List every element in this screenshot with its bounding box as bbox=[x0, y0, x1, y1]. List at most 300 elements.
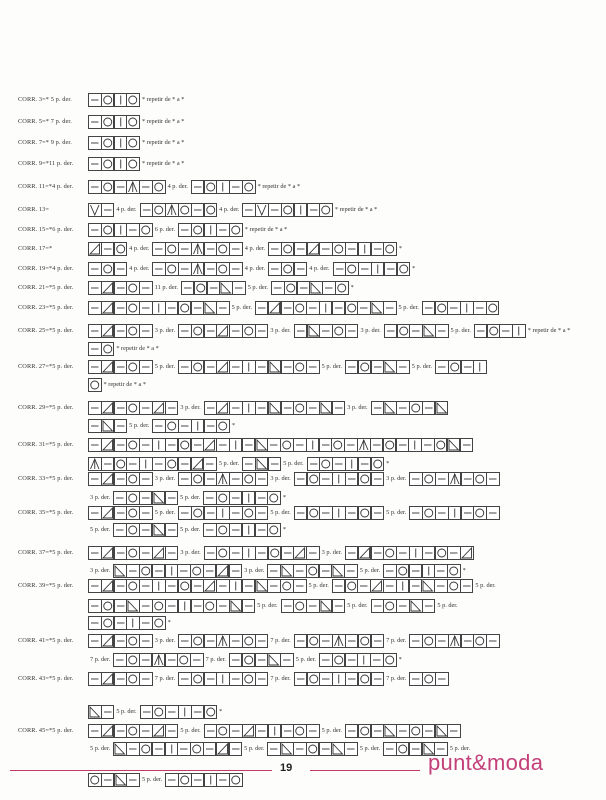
dash-symbol bbox=[255, 324, 269, 338]
yarn-over-symbol bbox=[126, 157, 140, 171]
dash-symbol bbox=[281, 599, 295, 613]
instruction-text: 5 p. der. bbox=[411, 363, 433, 370]
yarn-over-symbol bbox=[126, 401, 140, 415]
yarn-over-symbol bbox=[152, 616, 166, 630]
dash-symbol bbox=[435, 324, 449, 338]
dash-symbol bbox=[345, 472, 359, 486]
chart-row bbox=[18, 300, 499, 315]
instruction-text: 4 p. der. bbox=[116, 206, 137, 213]
left-decrease-symbol bbox=[203, 301, 217, 315]
right-decrease-symbol bbox=[191, 457, 205, 471]
dash-symbol bbox=[409, 579, 423, 593]
right-decrease-symbol bbox=[307, 242, 321, 256]
dash-symbol bbox=[294, 262, 308, 276]
yarn-over-symbol bbox=[242, 653, 256, 667]
dash-symbol bbox=[229, 506, 243, 520]
dash-symbol bbox=[344, 742, 358, 756]
dash-symbol bbox=[216, 223, 230, 237]
instruction-text: 5 p. der. bbox=[359, 745, 381, 752]
dash-symbol bbox=[203, 564, 217, 578]
dash-symbol bbox=[101, 705, 115, 719]
dash-symbol bbox=[204, 724, 218, 738]
dash-symbol bbox=[371, 724, 385, 738]
dash-symbol bbox=[434, 579, 448, 593]
yarn-over-symbol bbox=[307, 506, 321, 520]
yarn-over-symbol bbox=[165, 262, 179, 276]
dash-symbol bbox=[126, 564, 140, 578]
dash-symbol bbox=[255, 523, 269, 537]
double-decrease-symbol bbox=[191, 242, 205, 256]
yarn-over-symbol bbox=[358, 472, 372, 486]
dash-symbol bbox=[88, 634, 102, 648]
instruction-text: 7 p. der. bbox=[205, 656, 226, 663]
dash-symbol bbox=[114, 672, 128, 686]
yarn-over-symbol bbox=[165, 419, 179, 433]
dash-symbol bbox=[396, 360, 410, 374]
yarn-over-symbol bbox=[126, 472, 140, 486]
dash-symbol bbox=[293, 579, 307, 593]
knit-bar-symbol bbox=[242, 360, 256, 374]
right-decrease-symbol bbox=[152, 401, 166, 415]
yarn-over-symbol bbox=[242, 180, 256, 194]
symbol-group bbox=[88, 115, 140, 129]
row-label: CORR. 45=*5 p. der. bbox=[18, 727, 74, 734]
instruction-text: * bbox=[167, 619, 171, 626]
dash-symbol bbox=[191, 438, 205, 452]
yarn-over-symbol bbox=[242, 506, 256, 520]
chart-row bbox=[88, 377, 149, 392]
instruction-text: 7 p. der. bbox=[270, 675, 291, 682]
dash-symbol bbox=[181, 281, 195, 295]
yarn-over-symbol bbox=[229, 773, 243, 787]
instruction-text: 5 p. der. bbox=[398, 304, 419, 311]
yarn-over-symbol bbox=[281, 203, 295, 217]
dash-symbol bbox=[204, 419, 218, 433]
symbol-group bbox=[384, 324, 449, 338]
dash-symbol bbox=[371, 242, 385, 256]
instruction-text: * bbox=[231, 422, 236, 429]
dash-symbol bbox=[88, 546, 102, 560]
symbol-group bbox=[345, 724, 461, 738]
instruction-text: 3 p. der. bbox=[154, 475, 176, 482]
dash-symbol bbox=[152, 242, 166, 256]
yarn-over-symbol bbox=[126, 281, 140, 295]
knit-bar-symbol bbox=[448, 506, 462, 520]
dash-symbol bbox=[88, 360, 102, 374]
dash-symbol bbox=[267, 742, 281, 756]
knit-bar-symbol bbox=[332, 506, 346, 520]
instruction-text: 5 p. der. bbox=[257, 602, 278, 609]
dash-symbol bbox=[178, 419, 192, 433]
row-label: CORR. 39=*5 p. der. bbox=[18, 582, 74, 589]
yarn-over-symbol bbox=[383, 599, 397, 613]
left-decrease-symbol bbox=[435, 724, 449, 738]
yarn-over-symbol bbox=[216, 262, 230, 276]
instruction-text: 3 p. der. bbox=[154, 637, 176, 644]
yarn-over-symbol bbox=[216, 242, 230, 256]
dash-symbol bbox=[319, 506, 333, 520]
knit-bar-symbol bbox=[114, 223, 128, 237]
instruction-text: 5 p. der. bbox=[141, 776, 163, 783]
yarn-over-symbol bbox=[422, 506, 436, 520]
knit-bar-symbol bbox=[191, 419, 205, 433]
instruction-text: 5 p. der. bbox=[347, 602, 368, 609]
instruction-text: * bbox=[412, 265, 416, 272]
instruction-text: * repetir de * a * bbox=[141, 118, 185, 125]
right-decrease-symbol bbox=[358, 546, 372, 560]
dash-symbol bbox=[191, 705, 205, 719]
yarn-over-symbol bbox=[487, 324, 501, 338]
chart-row bbox=[18, 400, 448, 415]
chart-row bbox=[18, 156, 187, 171]
yarn-over-symbol bbox=[447, 579, 461, 593]
dash-symbol bbox=[294, 506, 308, 520]
instruction-text: 5 p. der. bbox=[308, 582, 329, 589]
dash-symbol bbox=[371, 634, 385, 648]
chart-row bbox=[88, 522, 289, 537]
dash-symbol bbox=[139, 472, 153, 486]
dash-symbol bbox=[229, 180, 243, 194]
yarn-over-symbol bbox=[422, 672, 436, 686]
symbol-group bbox=[409, 634, 499, 648]
instruction-text: 5 p. der. bbox=[386, 509, 407, 516]
symbol-group bbox=[204, 401, 346, 415]
instruction-text: 5 p. der. bbox=[90, 526, 111, 533]
symbol-group bbox=[152, 419, 230, 433]
dash-symbol bbox=[101, 203, 115, 217]
dash-symbol bbox=[319, 324, 333, 338]
dash-symbol bbox=[114, 506, 128, 520]
yarn-over-symbol bbox=[191, 506, 205, 520]
dash-symbol bbox=[242, 457, 256, 471]
yarn-over-symbol bbox=[473, 634, 487, 648]
dash-symbol bbox=[165, 401, 179, 415]
instruction-text: * repetir de * a * bbox=[116, 345, 159, 352]
dash-symbol bbox=[126, 223, 140, 237]
dash-symbol bbox=[191, 203, 205, 217]
dash-symbol bbox=[178, 506, 192, 520]
dash-symbol bbox=[114, 546, 128, 560]
yarn-over-symbol bbox=[358, 724, 372, 738]
yarn-over-symbol bbox=[139, 564, 153, 578]
left-decrease-symbol bbox=[421, 579, 435, 593]
instruction-text: 7 p. der. bbox=[90, 656, 111, 663]
row-label: CORR. 43=*5 p. der. bbox=[18, 675, 74, 682]
dash-symbol bbox=[139, 523, 153, 537]
right-decrease-symbol bbox=[203, 579, 217, 593]
chart-row bbox=[18, 437, 473, 452]
left-decrease-symbol bbox=[383, 724, 397, 738]
yarn-over-symbol bbox=[191, 634, 205, 648]
dash-symbol bbox=[281, 360, 295, 374]
instruction-text: 5 p. der. bbox=[180, 727, 201, 734]
dash-symbol bbox=[383, 742, 397, 756]
dash-symbol bbox=[216, 438, 230, 452]
left-decrease-symbol bbox=[280, 742, 294, 756]
dash-symbol bbox=[88, 223, 102, 237]
left-decrease-symbol bbox=[383, 360, 397, 374]
yarn-over-symbol bbox=[216, 419, 230, 433]
dash-symbol bbox=[384, 324, 398, 338]
yarn-over-symbol bbox=[101, 342, 115, 356]
dash-symbol bbox=[332, 457, 346, 471]
yarn-over-symbol bbox=[126, 506, 140, 520]
instruction-text: * bbox=[350, 284, 354, 291]
yarn-over-symbol bbox=[101, 157, 115, 171]
dash-symbol bbox=[344, 564, 358, 578]
right-decrease-symbol bbox=[101, 546, 115, 560]
chart-row bbox=[18, 241, 405, 256]
right-decrease-symbol bbox=[101, 324, 115, 338]
yarn-over-symbol bbox=[331, 438, 345, 452]
instruction-text: * repetir de * a * bbox=[244, 226, 288, 233]
yarn-over-symbol bbox=[216, 523, 230, 537]
dash-symbol bbox=[409, 564, 423, 578]
dash-symbol bbox=[203, 742, 217, 756]
dash-symbol bbox=[332, 301, 346, 315]
double-decrease-symbol bbox=[332, 634, 346, 648]
yarn-over-symbol bbox=[114, 457, 128, 471]
dash-symbol bbox=[319, 672, 333, 686]
symbol-group bbox=[88, 506, 153, 520]
knit-bar-symbol bbox=[114, 136, 128, 150]
dash-symbol bbox=[114, 472, 128, 486]
instruction-text: 5 p. der. bbox=[244, 745, 265, 752]
dash-symbol bbox=[306, 546, 320, 560]
yarn-over-symbol bbox=[101, 136, 115, 150]
yarn-over-symbol bbox=[397, 324, 411, 338]
symbol-group bbox=[88, 705, 114, 719]
right-decrease-symbol bbox=[216, 401, 230, 415]
dash-symbol bbox=[139, 401, 153, 415]
instruction-text: 3 p. der. bbox=[386, 475, 407, 482]
symbol-group bbox=[294, 324, 359, 338]
yarn-over-symbol bbox=[293, 301, 307, 315]
dash-symbol bbox=[203, 457, 217, 471]
dash-symbol bbox=[421, 438, 435, 452]
row-label: CORR. 5=* 7 p. der. bbox=[18, 118, 72, 125]
symbol-group bbox=[435, 360, 487, 374]
row-label: CORR. 23=*5 p. der. bbox=[18, 304, 74, 311]
dash-symbol bbox=[114, 634, 128, 648]
chart-row bbox=[88, 772, 243, 787]
symbol-group bbox=[88, 157, 140, 171]
row-label: CORR. 7=* 9 p. der. bbox=[18, 139, 72, 146]
yarn-over-symbol bbox=[280, 438, 294, 452]
dash-symbol bbox=[113, 523, 127, 537]
dash-symbol bbox=[255, 546, 269, 560]
yarn-over-symbol bbox=[307, 634, 321, 648]
dash-symbol bbox=[461, 472, 475, 486]
yarn-over-symbol bbox=[126, 634, 140, 648]
dash-symbol bbox=[178, 634, 192, 648]
dash-symbol bbox=[165, 599, 179, 613]
chart-row bbox=[18, 280, 357, 295]
knit-bar-symbol bbox=[216, 672, 230, 686]
dash-symbol bbox=[88, 157, 102, 171]
dash-symbol bbox=[422, 301, 436, 315]
knit-bar-symbol bbox=[242, 523, 256, 537]
symbol-group bbox=[294, 634, 384, 648]
knit-bar-symbol bbox=[460, 301, 474, 315]
symbol-group bbox=[294, 672, 384, 686]
dash-symbol bbox=[396, 599, 410, 613]
dash-symbol bbox=[191, 301, 205, 315]
symbol-group bbox=[191, 180, 256, 194]
dash-symbol bbox=[139, 180, 153, 194]
symbol-group bbox=[88, 472, 153, 486]
yarn-over-symbol bbox=[473, 472, 487, 486]
left-decrease-symbol bbox=[267, 653, 281, 667]
symbol-group bbox=[371, 599, 436, 613]
yarn-over-symbol bbox=[165, 242, 179, 256]
instruction-text: 5 p. der. bbox=[116, 708, 137, 715]
left-decrease-symbol bbox=[331, 564, 345, 578]
right-decrease-symbol bbox=[216, 360, 230, 374]
symbol-group bbox=[88, 773, 140, 787]
dash-symbol bbox=[255, 491, 269, 505]
yarn-over-symbol bbox=[126, 579, 140, 593]
dash-symbol bbox=[435, 472, 449, 486]
dash-symbol bbox=[139, 324, 153, 338]
dash-symbol bbox=[165, 546, 179, 560]
dash-symbol bbox=[165, 301, 179, 315]
dash-symbol bbox=[358, 457, 372, 471]
knit-bar-symbol bbox=[306, 438, 320, 452]
dash-symbol bbox=[447, 546, 461, 560]
yarn-over-symbol bbox=[191, 223, 205, 237]
page-number: 19 bbox=[280, 762, 293, 774]
chart-row bbox=[18, 671, 449, 686]
yarn-over-symbol bbox=[435, 546, 449, 560]
dash-symbol bbox=[229, 564, 243, 578]
right-decrease-symbol bbox=[101, 301, 115, 315]
symbol-group bbox=[88, 419, 127, 433]
symbol-group bbox=[88, 672, 153, 686]
chart-row bbox=[18, 261, 418, 276]
symbol-group bbox=[242, 203, 332, 217]
knit-bar-symbol bbox=[229, 579, 243, 593]
dash-symbol bbox=[229, 742, 243, 756]
yarn-over-symbol bbox=[319, 457, 333, 471]
instruction-text: 3 p. der. bbox=[270, 327, 291, 334]
chart-row bbox=[18, 359, 487, 374]
yarn-over-symbol bbox=[126, 301, 140, 315]
yarn-over-symbol bbox=[178, 203, 192, 217]
dash-symbol bbox=[152, 742, 166, 756]
chart-row bbox=[88, 598, 461, 613]
yarn-over-symbol bbox=[358, 360, 372, 374]
dash-symbol bbox=[139, 438, 153, 452]
chart-row bbox=[88, 704, 225, 719]
dash-symbol bbox=[114, 401, 128, 415]
yarn-over-symbol bbox=[358, 672, 372, 686]
row-label: CORR. 33=*5 p. der. bbox=[18, 475, 74, 482]
left-decrease-symbol bbox=[383, 401, 397, 415]
dash-symbol bbox=[88, 724, 102, 738]
yarn-over-symbol bbox=[177, 653, 191, 667]
instruction-text: 3 p. der. bbox=[360, 327, 381, 334]
dash-symbol bbox=[370, 438, 384, 452]
dash-symbol bbox=[306, 360, 320, 374]
dash-symbol bbox=[357, 301, 371, 315]
yarn-over-symbol bbox=[280, 579, 294, 593]
yarn-over-symbol bbox=[191, 672, 205, 686]
symbol-group bbox=[88, 616, 166, 630]
yarn-over-symbol bbox=[293, 401, 307, 415]
dash-symbol bbox=[319, 564, 333, 578]
chart-row bbox=[18, 323, 573, 338]
symbol-group bbox=[88, 724, 178, 738]
yarn-over-symbol bbox=[242, 672, 256, 686]
right-decrease-symbol bbox=[460, 546, 474, 560]
knit-bar-symbol bbox=[422, 564, 436, 578]
yarn-over-symbol bbox=[126, 491, 140, 505]
double-decrease-symbol bbox=[191, 262, 205, 276]
yarn-over-symbol bbox=[383, 653, 397, 667]
symbol-group bbox=[178, 506, 268, 520]
symbol-group bbox=[88, 324, 153, 338]
left-decrease-symbol bbox=[307, 324, 321, 338]
dash-symbol bbox=[280, 653, 294, 667]
instruction-text: 4 p. der. bbox=[244, 265, 266, 272]
symbol-group bbox=[345, 360, 410, 374]
yarn-over-symbol bbox=[101, 93, 115, 107]
knit-bar-symbol bbox=[473, 360, 487, 374]
dash-symbol bbox=[268, 203, 282, 217]
right-decrease-symbol bbox=[101, 579, 115, 593]
dash-symbol bbox=[178, 242, 192, 256]
instruction-text: 7 p. der. bbox=[386, 637, 407, 644]
dash-symbol bbox=[88, 419, 102, 433]
dash-symbol bbox=[139, 579, 153, 593]
dash-symbol bbox=[101, 457, 115, 471]
dash-symbol bbox=[216, 773, 230, 787]
row-label: CORR. 19=*4 p. der. bbox=[18, 265, 74, 272]
dash-symbol bbox=[383, 564, 397, 578]
yarn-over-symbol bbox=[281, 242, 295, 256]
left-decrease-symbol bbox=[229, 599, 243, 613]
footer-rule-right bbox=[310, 770, 420, 771]
dash-symbol bbox=[114, 301, 128, 315]
yarn-over-symbol bbox=[152, 705, 166, 719]
dash-symbol bbox=[461, 506, 475, 520]
dash-symbol bbox=[126, 457, 140, 471]
yarn-over-symbol bbox=[293, 599, 307, 613]
instruction-text: 3 p. der. bbox=[90, 567, 111, 574]
instruction-text: 5 p. der. bbox=[450, 327, 471, 334]
dash-symbol bbox=[207, 281, 221, 295]
instruction-text: * bbox=[282, 526, 287, 533]
dash-symbol bbox=[114, 599, 128, 613]
dash-symbol bbox=[306, 301, 320, 315]
instruction-text: 7 p. der. bbox=[386, 675, 407, 682]
yarn-over-symbol bbox=[204, 203, 218, 217]
right-decrease-symbol bbox=[101, 438, 115, 452]
yarn-over-symbol bbox=[101, 223, 115, 237]
dash-symbol bbox=[447, 724, 461, 738]
dash-symbol bbox=[139, 360, 153, 374]
dash-symbol bbox=[319, 438, 333, 452]
right-decrease-symbol bbox=[203, 438, 217, 452]
left-decrease-symbol bbox=[152, 523, 166, 537]
chart-row bbox=[88, 652, 405, 667]
dash-symbol bbox=[191, 599, 205, 613]
knit-bar-symbol bbox=[114, 115, 128, 129]
instruction-text: * bbox=[398, 245, 403, 252]
knit-bar-symbol bbox=[229, 438, 243, 452]
instruction-text: 3 p. der. bbox=[244, 567, 265, 574]
